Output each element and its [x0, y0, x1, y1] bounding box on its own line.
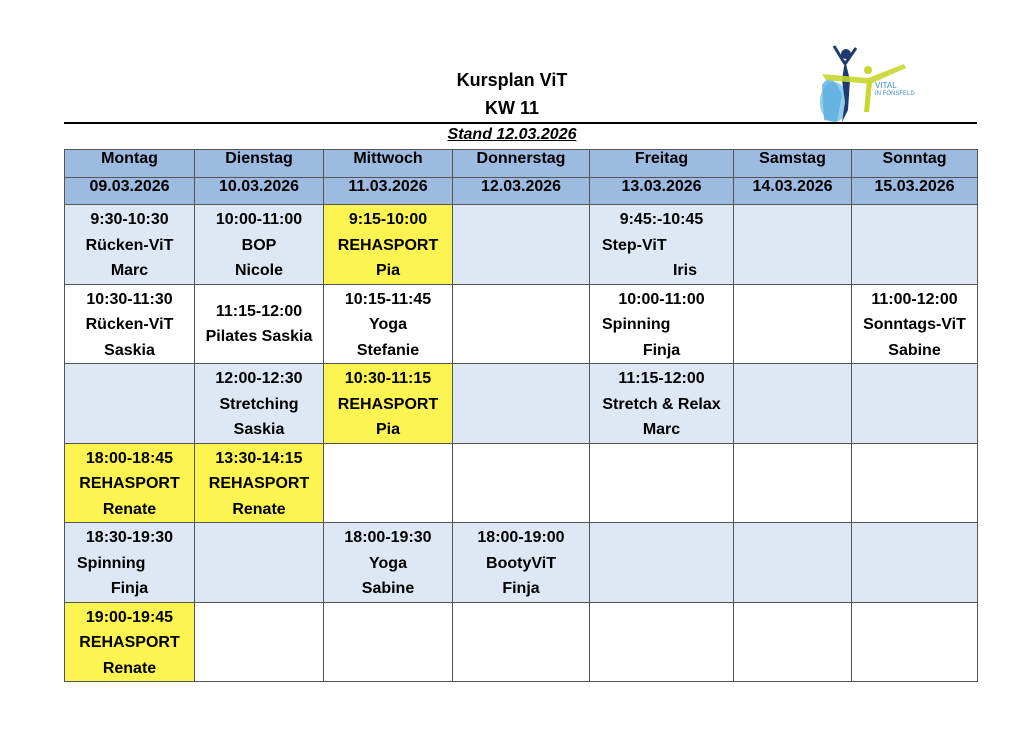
course-trainer: Renate	[232, 500, 286, 518]
course-course: BootyViT	[486, 554, 556, 572]
course-course: BOP	[241, 236, 277, 254]
empty-cell	[453, 284, 590, 364]
course-trainer: Stefanie	[356, 341, 420, 359]
course-time: 9:15-10:00	[348, 211, 428, 228]
schedule-body	[65, 205, 978, 682]
course-trainer: Pia	[375, 262, 400, 279]
day-header-1: Montag	[65, 150, 195, 178]
course-course: REHASPORT	[79, 475, 180, 492]
course-course: REHASPORT	[208, 475, 310, 492]
course-time: 12:00-12:30	[215, 370, 303, 387]
course-cell	[324, 284, 453, 364]
course-cell	[65, 205, 195, 285]
day-header-6: Samstag	[734, 150, 852, 178]
course-course: Spinning	[602, 316, 671, 333]
course-cell	[453, 523, 590, 603]
empty-cell	[324, 443, 453, 523]
date-header-4: 12.03.2026	[453, 178, 590, 205]
course-time: 19:00-19:45	[85, 608, 174, 626]
empty-cell	[453, 205, 590, 285]
course-time: 18:00-18:45	[85, 449, 174, 467]
day-header-5: Freitag	[590, 150, 734, 178]
course-time: 18:30-19:30	[85, 529, 174, 546]
course-time: 11:00-12:00	[871, 290, 958, 308]
empty-cell	[734, 205, 852, 285]
date-header-2: 10.03.2026	[195, 178, 324, 205]
day-header-7: Sonntag	[852, 150, 978, 178]
schedule-row	[65, 205, 978, 285]
empty-cell	[852, 364, 978, 444]
date-header-7: 15.03.2026	[852, 178, 978, 205]
course-trainer: Iris	[672, 262, 697, 279]
course-cell	[590, 364, 734, 444]
schedule-row	[65, 364, 978, 444]
empty-cell	[65, 364, 195, 444]
course-cell	[65, 602, 195, 682]
course-trainer: Saskia	[233, 421, 285, 438]
day-header-row	[65, 150, 978, 178]
week-label: KW 11	[484, 98, 540, 118]
course-cell	[590, 284, 734, 364]
course-cell	[324, 364, 453, 444]
empty-cell	[852, 523, 978, 603]
empty-cell	[590, 443, 734, 523]
course-cell	[590, 205, 734, 285]
course-course: Yoga	[369, 554, 407, 572]
course-course: REHASPORT	[337, 236, 439, 254]
empty-cell	[453, 602, 590, 682]
course-course: Step-ViT	[602, 236, 667, 254]
logo-text-location: IN FÖNSFELD	[875, 91, 915, 97]
course-time: 10:30-11:15	[344, 370, 432, 387]
stand-date: Stand 12.03.2026	[447, 126, 577, 143]
date-header-row	[65, 178, 978, 205]
date-header-1: 09.03.2026	[65, 178, 195, 205]
course-trainer: Renate	[102, 659, 157, 677]
schedule-row	[65, 523, 978, 603]
empty-cell	[852, 443, 978, 523]
date-header-6: 14.03.2026	[734, 178, 852, 205]
course-course: Spinning	[77, 554, 146, 572]
empty-cell	[195, 602, 324, 682]
empty-cell	[734, 284, 852, 364]
schedule-row	[65, 443, 978, 523]
course-schedule-table	[64, 149, 978, 682]
course-cell	[195, 284, 324, 364]
empty-cell	[590, 523, 734, 603]
page-title: Kursplan ViT	[456, 70, 568, 90]
course-time: 10:30-11:30	[86, 290, 173, 308]
course-course: Rücken-ViT	[85, 316, 174, 333]
empty-cell	[453, 364, 590, 444]
course-trainer: Marc	[110, 262, 149, 279]
course-time: 18:00-19:30	[344, 529, 432, 546]
course-cell	[195, 443, 324, 523]
course-cell	[65, 443, 195, 523]
course-cell	[324, 205, 453, 285]
course-cell	[195, 205, 324, 285]
course-time: 10:00-11:00	[618, 290, 705, 308]
course-time: 9:45:-10:45	[619, 211, 704, 228]
course-cell	[195, 364, 324, 444]
empty-cell	[453, 443, 590, 523]
course-trainer: Marc	[642, 421, 681, 438]
course-trainer: Finja	[502, 580, 540, 597]
course-time: 11:15-12:00	[215, 302, 303, 320]
course-time: 18:00-19:00	[477, 529, 565, 546]
course-trainer: Renate	[102, 500, 157, 518]
course-cell	[65, 284, 195, 364]
course-time: 10:00-11:00	[215, 211, 303, 228]
empty-cell	[734, 443, 852, 523]
course-cell	[852, 284, 978, 364]
course-course: Pilates Saskia	[205, 328, 313, 345]
course-course: Rücken-ViT	[85, 236, 174, 254]
course-trainer: Sabine	[361, 580, 415, 597]
empty-cell	[324, 602, 453, 682]
course-course: Stretching	[219, 395, 299, 413]
course-course: Sonntags-ViT	[863, 316, 966, 333]
course-course: REHASPORT	[79, 634, 180, 651]
course-course: REHASPORT	[337, 395, 439, 413]
empty-cell	[734, 364, 852, 444]
empty-cell	[195, 523, 324, 603]
day-header-3: Mittwoch	[324, 150, 453, 178]
day-header-4: Donnerstag	[453, 150, 590, 178]
empty-cell	[852, 205, 978, 285]
course-cell	[324, 523, 453, 603]
course-time: 11:15-12:00	[618, 370, 705, 387]
course-course: Yoga	[369, 316, 407, 333]
course-trainer: Saskia	[104, 341, 155, 359]
course-time: 9:30-10:30	[90, 211, 169, 228]
course-time: 13:30-14:15	[215, 449, 303, 467]
empty-cell	[734, 523, 852, 603]
course-trainer: Finja	[110, 580, 149, 597]
schedule-row	[65, 602, 978, 682]
course-cell	[65, 523, 195, 603]
empty-cell	[590, 602, 734, 682]
course-trainer: Finja	[642, 341, 681, 359]
schedule-row	[65, 284, 978, 364]
course-course: Stretch & Relax	[602, 395, 721, 413]
day-header-2: Dienstag	[195, 150, 324, 178]
date-header-3: 11.03.2026	[324, 178, 453, 205]
course-time: 10:15-11:45	[344, 290, 432, 308]
empty-cell	[734, 602, 852, 682]
date-header-5: 13.03.2026	[590, 178, 734, 205]
course-trainer: Pia	[375, 421, 400, 438]
empty-cell	[852, 602, 978, 682]
course-trainer: Nicole	[234, 262, 283, 279]
course-trainer: Sabine	[888, 341, 941, 359]
logo-text-vital: VITAL	[875, 81, 897, 90]
